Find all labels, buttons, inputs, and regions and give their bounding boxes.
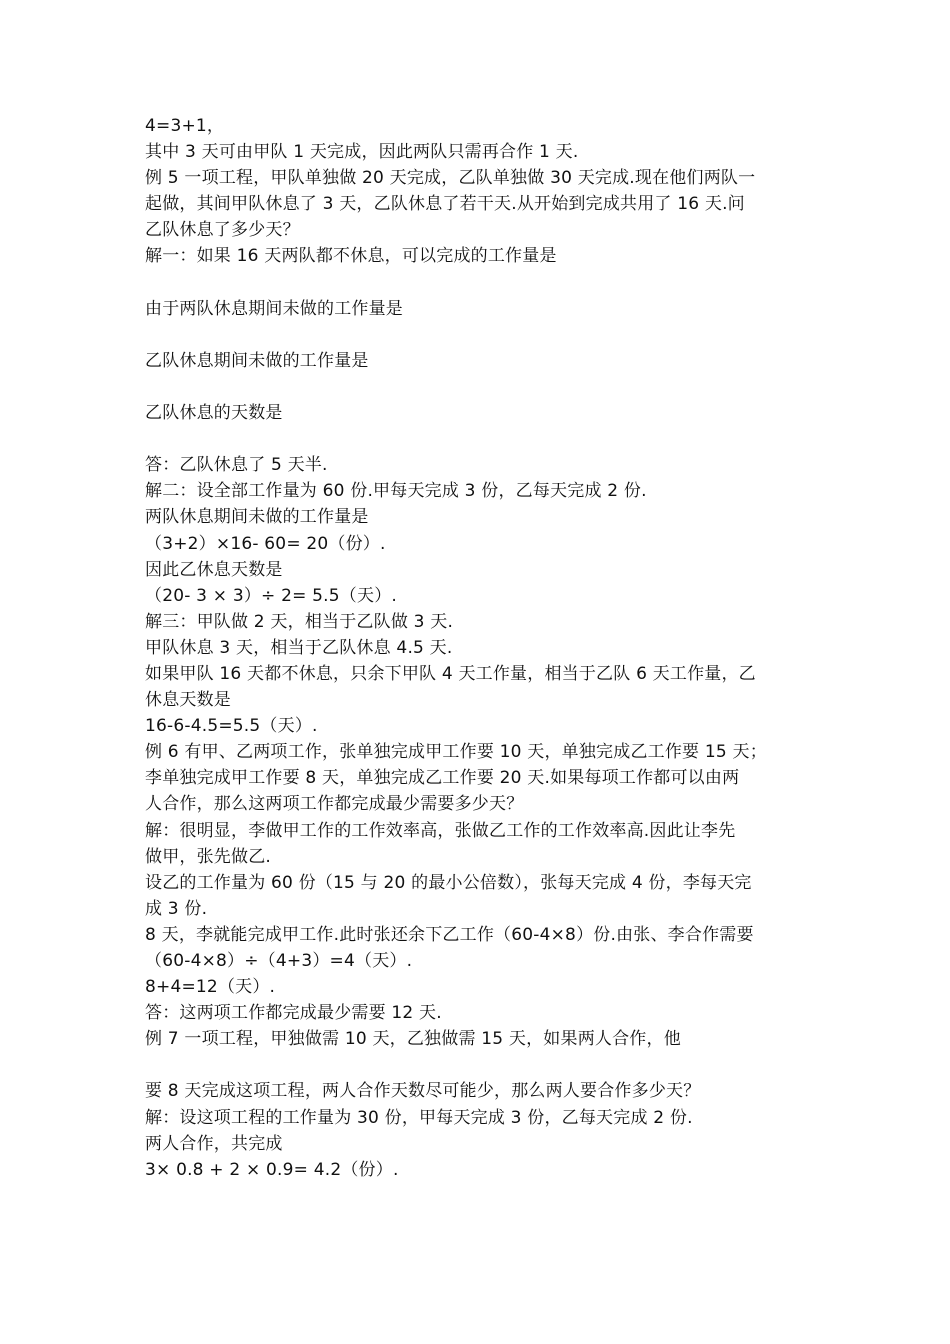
blank-line [145, 322, 815, 348]
text-line: 设乙的工作量为 60 份（15 与 20 的最小公倍数），张每天完成 4 份，李每天完 [145, 872, 752, 893]
text-line: 答：乙队休息了 5 天半. [145, 455, 328, 476]
text-line: 甲队休息 3 天，相当于乙队休息 4.5 天. [145, 637, 453, 658]
blank-line [145, 1052, 815, 1078]
text-line: 乙队休息了多少天？ [145, 220, 300, 241]
text-line: 起做，其间甲队休息了 3 天，乙队休息了若干天.从开始到完成共用了 16 天.问 [145, 194, 745, 215]
text-line: 8 天，李就能完成甲工作.此时张还余下乙工作（60-4×8）份.由张、李合作需要 [145, 924, 754, 945]
text-line: （3+2）×16- 60= 20（份）. [145, 533, 386, 554]
text-line: 解：很明显，李做甲工作的工作效率高，张做乙工作的工作效率高.因此让李先 [145, 820, 736, 841]
text-line: 因此乙休息天数是 [145, 559, 283, 580]
text-line: 由于两队休息期间未做的工作量是 [145, 298, 403, 319]
text-line: 解二：设全部工作量为 60 份.甲每天完成 3 份，乙每天完成 2 份. [145, 481, 647, 502]
text-line: 两人合作，共完成 [145, 1133, 283, 1154]
blank-line [145, 270, 815, 296]
text-line: 3× 0.8 + 2 × 0.9= 4.2（份）. [145, 1159, 399, 1180]
text-line: 解三：甲队做 2 天，相当于乙队做 3 天. [145, 611, 454, 632]
text-line: 例 6 有甲、乙两项工作，张单独完成甲工作要 10 天，单独完成乙工作要 15 天； [145, 742, 767, 763]
text-line: 要 8 天完成这项工程，两人合作天数尽可能少，那么两人要合作多少天？ [145, 1081, 701, 1102]
text-line: 解一：如果 16 天两队都不休息，可以完成的工作量是 [145, 246, 557, 267]
text-line: 4=3+1， [145, 116, 225, 136]
text-line: 答：这两项工作都完成最少需要 12 天. [145, 1003, 442, 1024]
text-line: 乙队休息期间未做的工作量是 [145, 350, 369, 371]
text-line: 解：设这项工程的工作量为 30 份，甲每天完成 3 份，乙每天完成 2 份. [145, 1107, 693, 1128]
text-line: 例 5 一项工程，甲队单独做 20 天完成，乙队单独做 30 天完成.现在他们两队一 [145, 168, 756, 189]
text-line: 两队休息期间未做的工作量是 [145, 507, 369, 528]
text-line: （20- 3 × 3）÷ 2= 5.5（天）. [145, 585, 398, 606]
text-line: 人合作，那么这两项工作都完成最少需要多少天？ [145, 794, 524, 815]
text-line: 如果甲队 16 天都不休息，只余下甲队 4 天工作量，相当于乙队 6 天工作量，乙 [145, 663, 756, 684]
text-line: 做甲，张先做乙. [145, 846, 272, 867]
text-line: 例 7 一项工程，甲独做需 10 天，乙独做需 15 天，如果两人合作，他 [145, 1029, 681, 1050]
text-line: 成 3 份. [145, 898, 208, 919]
text-line: 休息天数是 [145, 690, 231, 711]
text-line: 16-6-4.5=5.5（天）. [145, 716, 318, 737]
blank-line [145, 374, 815, 400]
blank-line [145, 426, 815, 452]
text-line: 李单独完成甲工作要 8 天，单独完成乙工作要 20 天.如果每项工作都可以由两 [145, 768, 740, 789]
document-body [145, 113, 815, 1183]
text-line: 乙队休息的天数是 [145, 403, 283, 424]
text-line: 8+4=12（天）. [145, 977, 276, 998]
text-line: （60-4×8）÷（4+3）=4（天）. [145, 951, 413, 971]
text-line: 其中 3 天可由甲队 1 天完成，因此两队只需再合作 1 天. [145, 142, 579, 163]
